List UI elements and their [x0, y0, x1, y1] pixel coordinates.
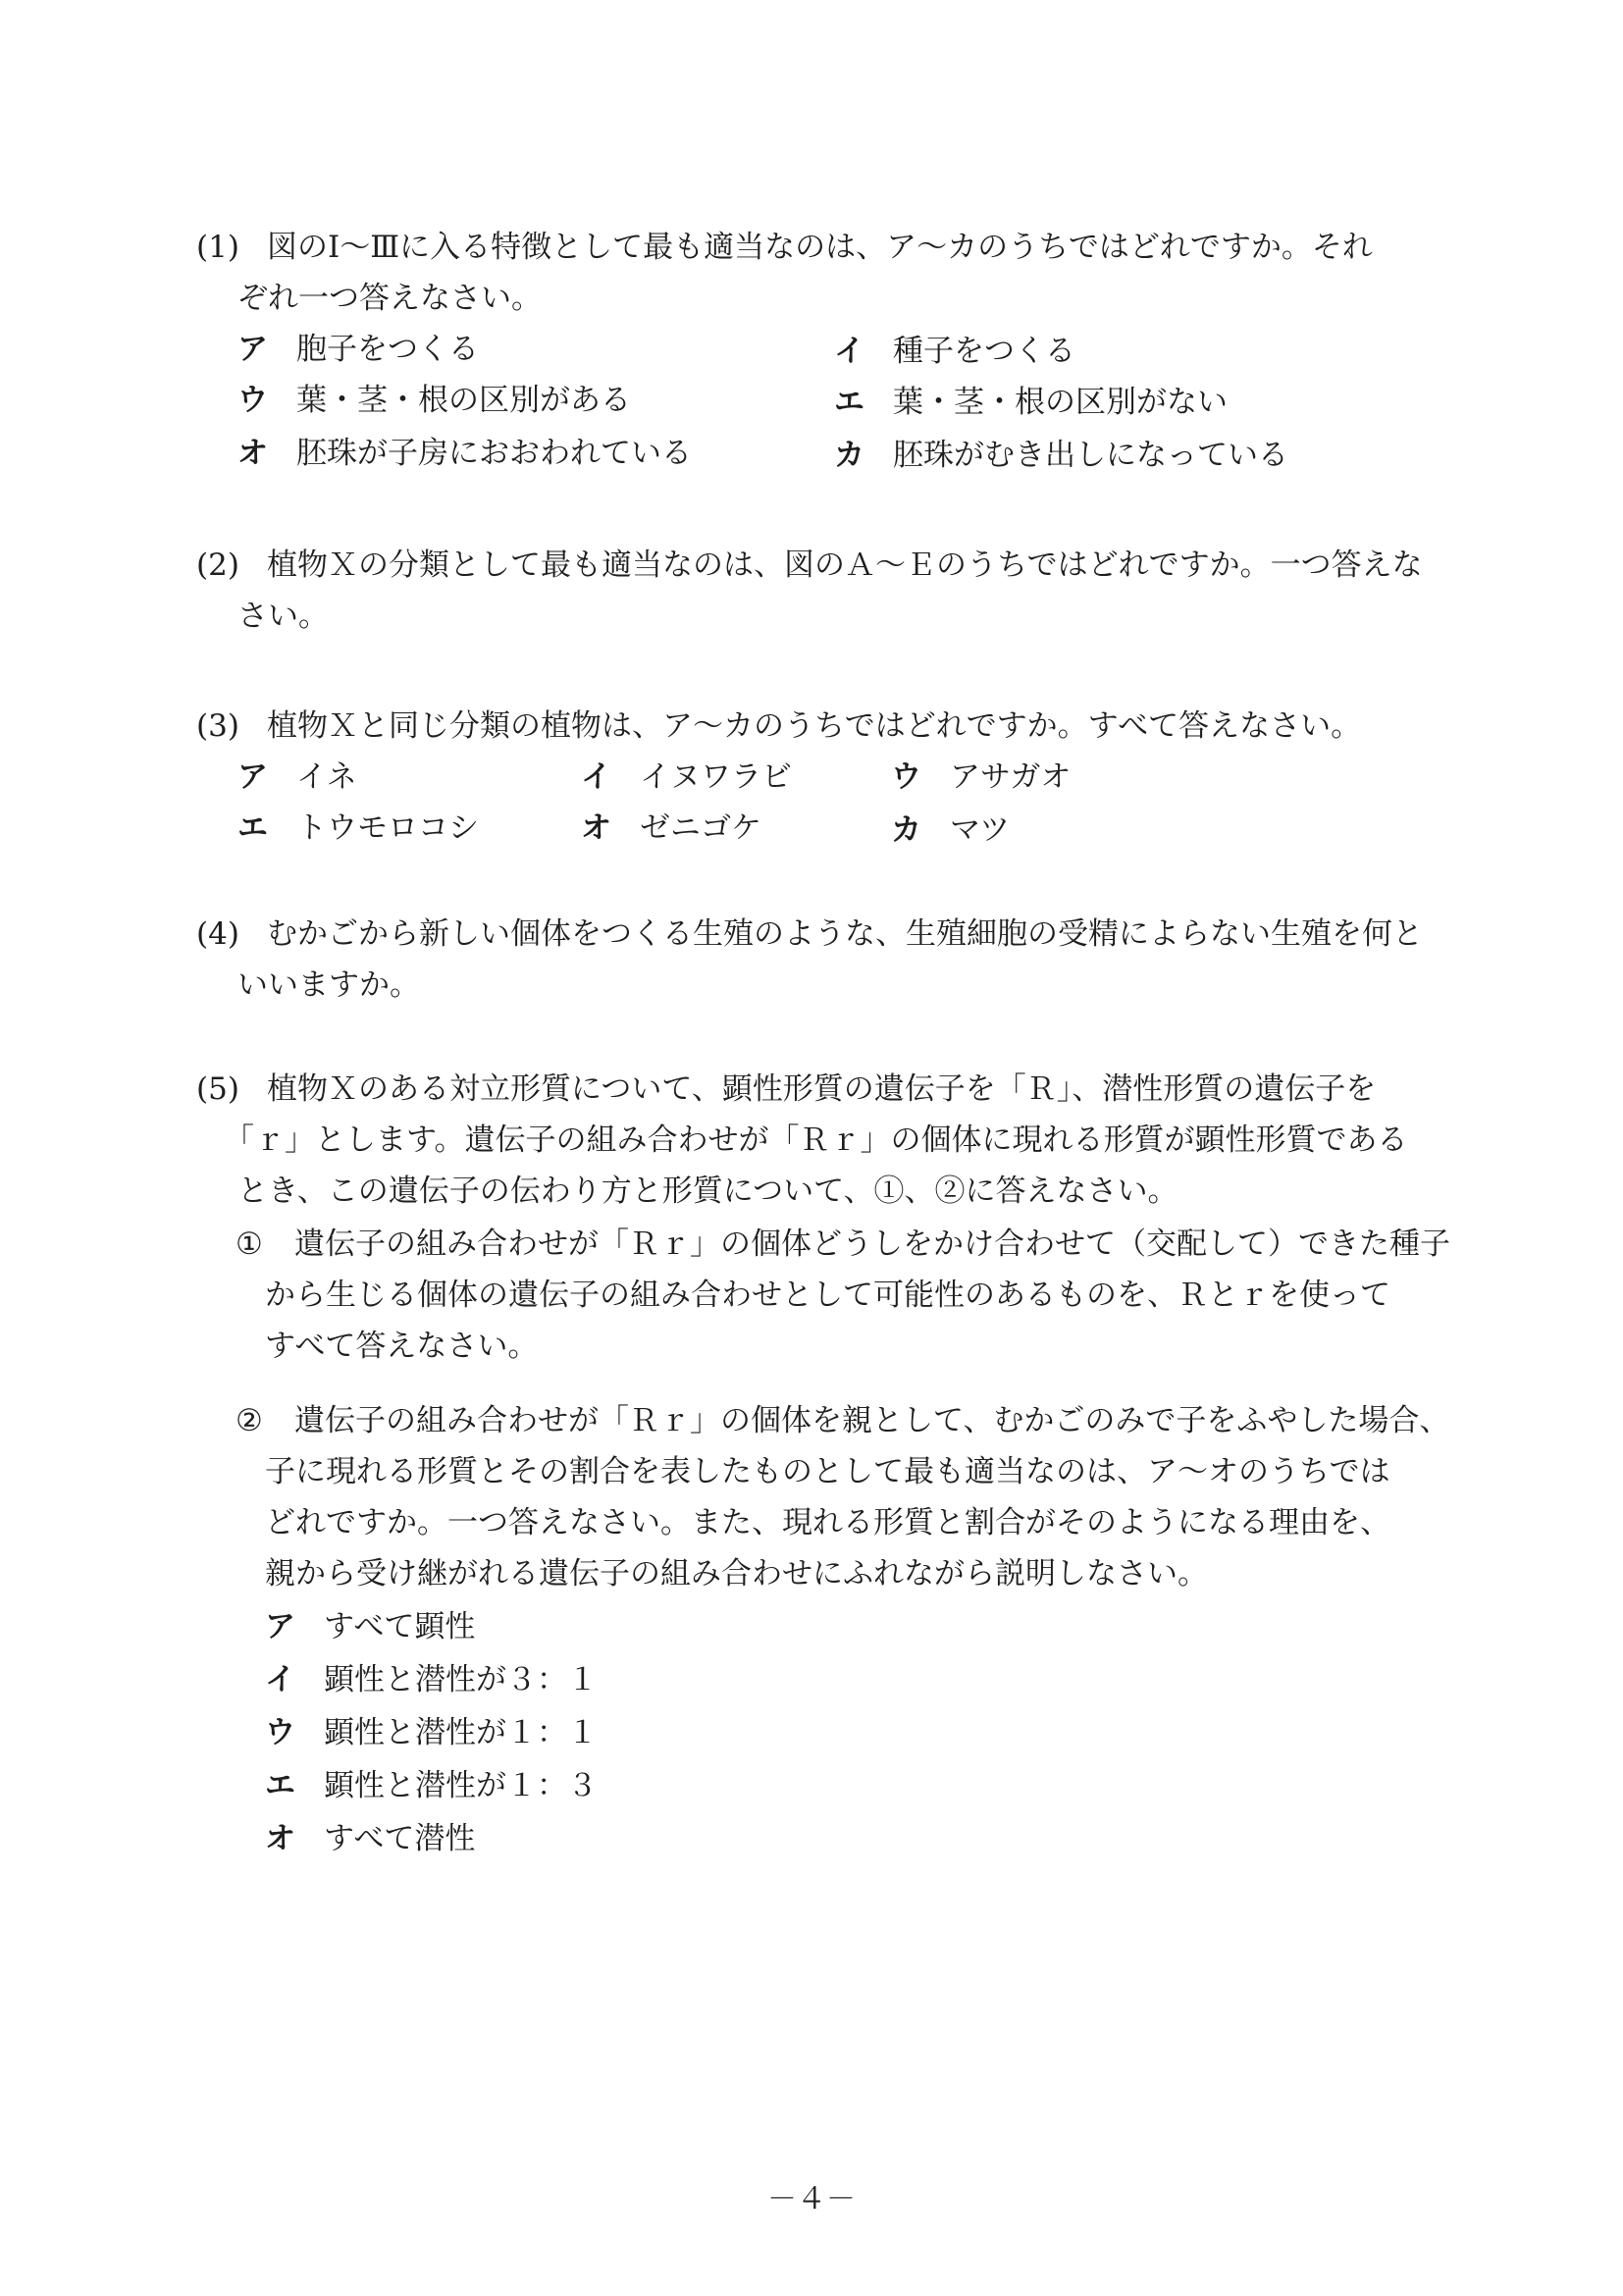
option-text: イネ	[296, 759, 357, 795]
question-number: (5)	[196, 1071, 239, 1107]
option	[834, 383, 1228, 422]
option	[891, 757, 1071, 797]
question-text: ぞれ一つ答えなさい。	[237, 281, 542, 316]
option	[581, 757, 792, 797]
option-text: 葉・茎・根の区別がある	[296, 383, 631, 418]
option-text: イヌワラビ	[640, 759, 792, 795]
option-key: エ	[834, 385, 864, 420]
question-number: (3)	[196, 708, 239, 744]
question-text: 植物Ｘのある対立形質について、顕性形質の遺伝子を「Ｒ」、潜性形質の遺伝子を	[267, 1071, 1377, 1107]
option-key: ア	[265, 1609, 295, 1644]
option	[265, 1713, 598, 1752]
option-key: オ	[581, 810, 611, 846]
option-key: イ	[834, 334, 864, 369]
option	[237, 757, 357, 797]
option-key: エ	[265, 1768, 295, 1803]
option-text: 胚珠がむき出しになっている	[893, 438, 1288, 473]
option-key: オ	[237, 436, 268, 471]
option	[265, 1819, 475, 1858]
question-number: (4)	[196, 916, 239, 952]
option	[237, 330, 479, 369]
option-text: 胞子をつくる	[296, 332, 479, 367]
sub-question-text: すべて答えなさい。	[265, 1329, 539, 1364]
question-text: 「ｒ」とします。遺伝子の組み合わせが「Ｒｒ」の個体に現れる形質が顕性形質である	[224, 1122, 1408, 1158]
option	[237, 381, 631, 420]
option-text: アサガオ	[950, 759, 1072, 795]
sub-question-text: 子に現れる形質とその割合を表したものとして最も適当なのは、ア～オのうちでは	[265, 1454, 1390, 1489]
option-key: カ	[834, 438, 864, 473]
option-text: すべて潜性	[324, 1821, 476, 1856]
option-text: 葉・茎・根の区別がない	[893, 385, 1228, 420]
option	[265, 1607, 475, 1646]
option-key: ア	[237, 759, 268, 795]
option-key: エ	[237, 810, 268, 846]
option-key: オ	[265, 1821, 295, 1856]
question-text: 植物Ｘの分類として最も適当なのは、図のＡ～Ｅのうちではどれですか。一つ答えな	[267, 548, 1423, 583]
sub-question-text: 遺伝子の組み合わせが「Ｒｒ」の個体どうしをかけ合わせて（交配して）できた種子	[294, 1226, 1450, 1262]
option-text: 顕性と潜性が１：３	[324, 1768, 598, 1803]
option	[581, 809, 761, 848]
option-key: ウ	[265, 1715, 295, 1750]
option-key: カ	[891, 812, 921, 848]
question-text: とき、この遺伝子の伝わり方と形質について、①、②に答えなさい。	[237, 1174, 1178, 1209]
sub-question-number: ①	[236, 1226, 263, 1262]
question-text: 植物Ｘと同じ分類の植物は、ア～カのうちではどれですか。すべて答えなさい。	[267, 708, 1362, 744]
option-text: すべて顕性	[324, 1609, 476, 1644]
option-text: ゼニゴケ	[640, 810, 761, 846]
question-text: さい。	[237, 599, 329, 634]
option-key: ウ	[237, 383, 268, 418]
option	[834, 436, 1288, 475]
question-text: むかごから新しい個体をつくる生殖のような、生殖細胞の受精によらない生殖を何と	[267, 916, 1423, 952]
option-text: 顕性と潜性が１：１	[324, 1715, 598, 1750]
option	[237, 434, 692, 473]
option-text: 胚珠が子房におおわれている	[296, 436, 692, 471]
sub-question-text: から生じる個体の遺伝子の組み合わせとして可能性のあるものを、Ｒとｒを使って	[265, 1278, 1390, 1313]
page-number: －４－	[767, 2182, 856, 2217]
option-text: マツ	[950, 812, 1011, 848]
question-text: 図のⅠ～Ⅲに入る特徴として最も適当なのは、ア～カのうちではどれですか。それ	[267, 230, 1373, 265]
option	[834, 332, 1075, 371]
sub-question-text: 親から受け継がれる遺伝子の組み合わせにふれながら説明しなさい。	[265, 1556, 1208, 1592]
option	[265, 1766, 598, 1805]
option-key: イ	[265, 1662, 295, 1697]
option-key: イ	[581, 759, 611, 795]
sub-question-text: 遺伝子の組み合わせが「Ｒｒ」の個体を親として、むかごのみで子をふやした場合、	[294, 1403, 1450, 1438]
option	[265, 1660, 598, 1699]
sub-question-text: どれですか。一つ答えなさい。また、現れる形質と割合がそのようになる理由を、	[265, 1505, 1390, 1540]
option	[891, 810, 1010, 850]
option-key: ウ	[891, 759, 921, 795]
option	[237, 809, 479, 848]
sub-question-number: ②	[236, 1403, 263, 1438]
option-text: 種子をつくる	[893, 334, 1075, 369]
question-text: いいますか。	[237, 967, 420, 1003]
option-key: ア	[237, 332, 268, 367]
question-number: (2)	[196, 548, 239, 583]
option-text: 顕性と潜性が３：１	[324, 1662, 598, 1697]
question-number: (1)	[196, 230, 239, 265]
option-text: トウモロコシ	[296, 810, 479, 846]
